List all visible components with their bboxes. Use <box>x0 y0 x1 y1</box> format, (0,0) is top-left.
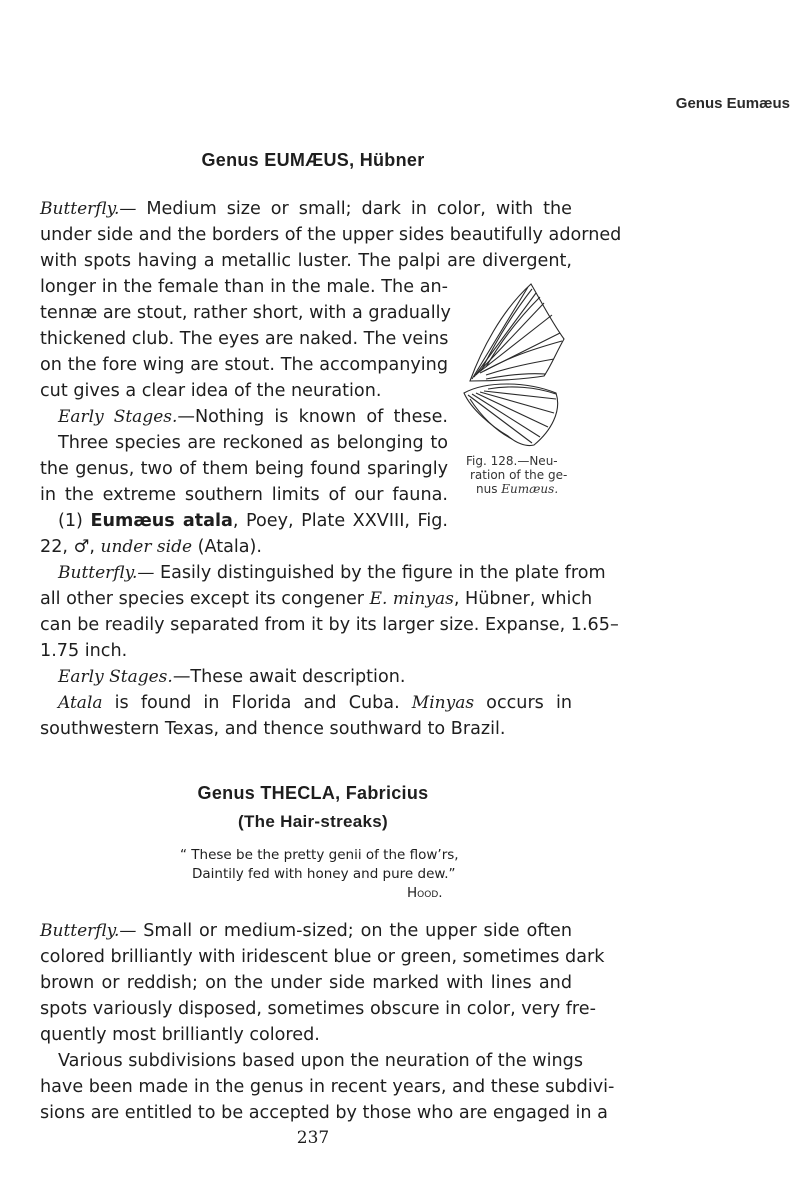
wing-vein <box>472 287 528 379</box>
body-line <box>58 560 606 586</box>
body-line: under side and the borders of the upper sides beautifully adorned <box>40 225 622 245</box>
caption-text: nus <box>476 482 502 496</box>
text: Easily distinguished by the figure in the plate from <box>154 563 606 583</box>
species-ref2: 22, ♂, <box>40 537 101 557</box>
wing-vein <box>476 303 544 375</box>
epigraph-line: Daintily fed with honey and pure dew.” <box>192 866 456 882</box>
body-line: Three species are reckoned as belonging to <box>58 433 448 453</box>
minyas-name: Minyas <box>411 693 475 713</box>
text: Medium size or small; dark in color, with the <box>136 199 572 219</box>
wing-neuration-figure <box>456 281 566 449</box>
body-line <box>40 196 572 222</box>
body-line: on the fore wing are stout. The accompanying <box>40 355 448 375</box>
butterfly-label: Butterfly.— <box>40 199 137 219</box>
figure-caption-line <box>476 482 596 496</box>
atala-name: Atala <box>58 693 103 713</box>
body-line: colored brilliantly with iridescent blue or green, sometimes dark <box>40 947 605 967</box>
body-line: longer in the female than in the male. The an- <box>40 277 448 297</box>
body-line: can be readily separated from it by its larger size. Expanse, 1.65– <box>40 615 619 635</box>
body-line: sions are entitled to be accepted by those who are engaged in a <box>40 1103 608 1123</box>
body-line <box>40 918 572 944</box>
epigraph-author: Hood. <box>407 885 443 901</box>
body-line: brown or reddish; on the under side marked with lines and <box>40 973 572 993</box>
species-line <box>40 534 448 560</box>
text: occurs in <box>474 693 572 713</box>
early-stages-label: Early Stages. <box>58 667 173 687</box>
text: —Nothing is known of these. <box>177 407 448 427</box>
butterfly-label: Butterfly.— <box>40 921 137 941</box>
butterfly-label: Butterfly.— <box>58 563 155 583</box>
species-number: (1) <box>58 511 91 531</box>
body-line: thickened club. The eyes are naked. The veins <box>40 329 449 349</box>
text: all other species except its congener <box>40 589 370 609</box>
body-line: with spots having a metallic luster. The palpi are divergent, <box>40 251 572 271</box>
epigraph-line: “ These be the pretty genii of the flow’rs, <box>180 847 459 863</box>
wing-vein <box>486 374 546 379</box>
wing-vein <box>484 391 556 399</box>
text: is found in Florida and Cuba. <box>102 693 412 713</box>
body-line <box>58 404 448 430</box>
body-line: Various subdivisions based upon the neuration of the wings <box>58 1051 584 1071</box>
page-number: 237 <box>296 1128 330 1148</box>
thecla-subheading: (The Hair-streaks) <box>238 812 388 831</box>
text: —These await description. <box>172 667 406 687</box>
text: Small or medium-sized; on the upper side often <box>136 921 572 941</box>
minyas-name: E. minyas <box>369 589 454 609</box>
body-line <box>58 664 590 690</box>
body-line: cut gives a clear idea of the neuration. <box>40 381 382 401</box>
species-ref2-end: (Atala). <box>192 537 263 557</box>
body-line: in the extreme southern limits of our fauna. <box>40 485 448 505</box>
body-line: tennæ are stout, rather short, with a gradually <box>40 303 451 323</box>
body-line: have been made in the genus in recent years, and these subdivi- <box>40 1077 615 1097</box>
body-line: spots variously disposed, sometimes obscure in color, very fre- <box>40 999 596 1019</box>
wing-vein <box>486 359 554 375</box>
thecla-heading: Genus THECLA, Fabricius <box>197 783 429 803</box>
species-name: Eumæus atala <box>90 511 233 531</box>
body-line <box>58 690 572 716</box>
hindwing-outline <box>464 384 558 446</box>
body-line: the genus, two of them being found sparingly <box>40 459 448 479</box>
body-line: quently most brilliantly colored. <box>40 1025 320 1045</box>
species-line <box>58 508 448 534</box>
wing-vein <box>470 399 512 439</box>
eumaeus-heading: Genus EUMÆUS, Hübner <box>201 150 425 170</box>
wing-vein <box>468 395 532 443</box>
wing-vein <box>476 393 548 427</box>
wing-vein <box>478 315 552 373</box>
figure-caption-line: ration of the ge- <box>470 468 568 482</box>
text: , Hübner, which <box>453 589 593 609</box>
caption-genus: Eumæus. <box>501 482 559 496</box>
wing-vein <box>482 289 532 369</box>
body-line: southwestern Texas, and thence southward to Brazil. <box>40 719 506 739</box>
figure-caption-line: Fig. 128.—Neu- <box>466 454 558 468</box>
species-ref: , Poey, Plate XXVIII, Fig. <box>232 511 449 531</box>
early-stages-label: Early Stages. <box>58 407 178 427</box>
body-line: 1.75 inch. <box>40 641 128 661</box>
running-head: Genus Eumæus <box>675 95 790 112</box>
body-line <box>40 586 593 612</box>
species-ref2-italic: under side <box>100 537 193 557</box>
